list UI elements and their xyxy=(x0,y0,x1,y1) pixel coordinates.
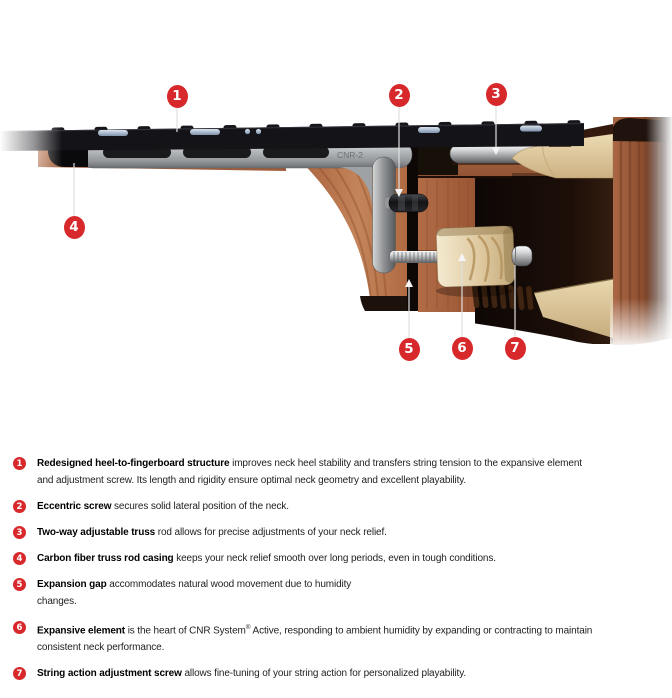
legend-item-line: Two-way adjustable truss rod allows for precise adjustments of your neck relief. xyxy=(37,527,387,538)
legend-item-term: Eccentric screw xyxy=(37,501,112,512)
legend-item-number-badge: 3 xyxy=(13,526,26,539)
legend-item-text xyxy=(37,455,582,489)
legend-item-5 xyxy=(13,576,668,610)
legend-item-7 xyxy=(13,665,668,682)
legend-item-line: consistent neck performance. xyxy=(37,642,165,654)
legend-item-text xyxy=(37,524,387,541)
legend-item-1 xyxy=(13,455,668,489)
legend-item-line: Expansion gap accommodates natural wood movement due to humidity xyxy=(37,579,352,590)
callout-badge-heel-to-fingerboard-structure: 1 xyxy=(167,85,188,108)
callout-badge-expansive-element: 6 xyxy=(452,337,473,360)
legend-item-line: and adjustment screw. Its length and rigidity ensure optimal neck geometry and excellent playability. xyxy=(37,475,467,486)
legend-item-number-badge: 2 xyxy=(13,500,26,513)
legend-item-term: String action adjustment screw xyxy=(37,668,182,680)
legend-item-text xyxy=(37,498,289,515)
legend-item-term: Expansive element xyxy=(37,625,126,637)
callout-badge-two-way-adjustable-truss-rod: 3 xyxy=(486,83,507,106)
legend-item-term: Carbon fiber truss rod casing xyxy=(37,553,174,564)
legend-item-line: changes. xyxy=(37,596,77,607)
callout-badge-string-action-adjustment-screw: 7 xyxy=(505,337,526,360)
legend-item-line: Expansive element is the heart of CNR System® Active, responding to ambient humidity by expanding or contracting to maintain xyxy=(37,624,593,637)
legend-item-6 xyxy=(13,619,668,656)
callout-badge-expansion-gap: 5 xyxy=(399,338,420,361)
legend-item-3 xyxy=(13,524,668,541)
legend-item-4 xyxy=(13,550,668,567)
legend-item-text xyxy=(37,665,466,682)
legend xyxy=(13,455,668,691)
callout-badge-carbon-fiber-truss-rod-casing: 4 xyxy=(64,216,85,239)
bracket-engraving: CNR-2 xyxy=(337,150,363,160)
legend-item-line: Redesigned heel-to-fingerboard structure improves neck heel stability and transfers string tension to the expansive element xyxy=(37,458,582,469)
callout-badge-eccentric-screw: 2 xyxy=(389,84,410,107)
legend-item-number-badge: 5 xyxy=(13,578,26,591)
legend-item-term: Two-way adjustable truss xyxy=(37,527,156,538)
legend-item-text xyxy=(37,619,592,656)
legend-item-line: Eccentric screw secures solid lateral position of the neck. xyxy=(37,501,289,512)
legend-item-number-badge: 1 xyxy=(13,457,26,470)
leader-arrow-6 xyxy=(458,253,466,261)
legend-item-number-badge: 6 xyxy=(13,621,26,634)
legend-item-line: String action adjustment screw allows fine-tuning of your string action for personalized playability. xyxy=(37,668,467,680)
legend-item-2 xyxy=(13,498,668,515)
legend-item-number-badge: 4 xyxy=(13,552,26,565)
leader-arrow-5 xyxy=(405,279,413,287)
registered-mark: ® xyxy=(245,624,251,631)
legend-item-line: Carbon fiber truss rod casing keeps your neck relief smooth over long periods, even in tough conditions. xyxy=(37,553,496,564)
legend-item-text xyxy=(37,550,496,567)
legend-item-text xyxy=(37,576,351,610)
leader-arrow-3 xyxy=(492,147,500,155)
leader-arrow-2 xyxy=(395,189,403,197)
legend-item-term: Expansion gap xyxy=(37,579,107,590)
legend-item-number-badge: 7 xyxy=(13,667,26,680)
legend-item-term: Redesigned heel-to-fingerboard structure xyxy=(37,458,230,469)
